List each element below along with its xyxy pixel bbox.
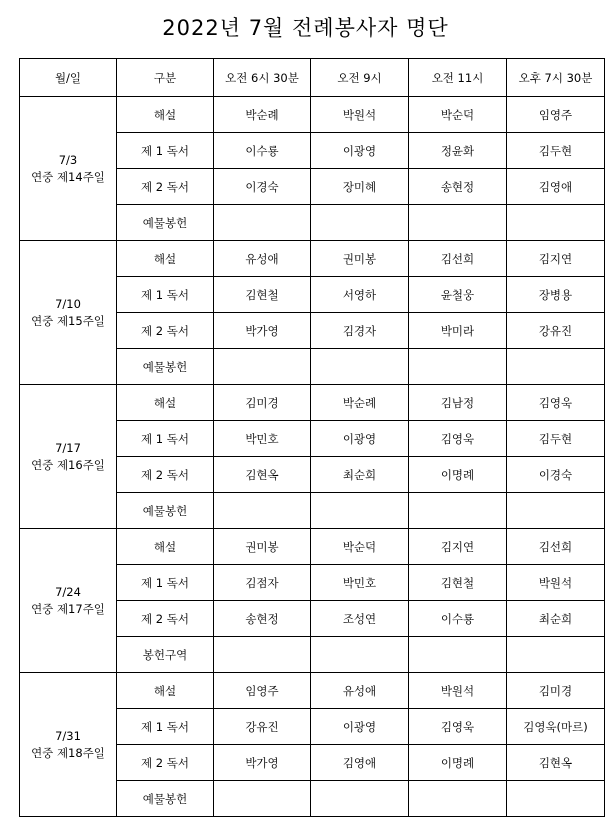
role-cell: 제 2 독서	[117, 457, 214, 493]
volunteer-cell	[214, 637, 311, 673]
volunteer-cell: 권미봉	[214, 529, 311, 565]
volunteer-cell: 김영욱	[409, 421, 507, 457]
volunteer-cell	[507, 205, 605, 241]
volunteer-cell: 박민호	[311, 565, 409, 601]
table-row	[20, 241, 605, 277]
role-cell: 제 2 독서	[117, 745, 214, 781]
week-date: 7/3	[58, 152, 78, 167]
header-mass-4: 오후 7시 30분	[507, 59, 605, 97]
volunteer-cell	[507, 493, 605, 529]
volunteer-cell	[409, 205, 507, 241]
volunteer-cell: 장미혜	[311, 169, 409, 205]
volunteer-cell: 박민호	[214, 421, 311, 457]
volunteer-cell: 김미경	[214, 385, 311, 421]
volunteer-cell	[409, 781, 507, 817]
week-date: 7/17	[55, 440, 81, 455]
volunteer-cell: 이광영	[311, 709, 409, 745]
volunteer-cell: 이경숙	[214, 169, 311, 205]
role-cell: 예물봉헌	[117, 205, 214, 241]
volunteer-cell: 김현철	[409, 565, 507, 601]
volunteer-cell: 김미경	[507, 673, 605, 709]
volunteer-cell: 박가영	[214, 313, 311, 349]
volunteer-cell: 김두현	[507, 133, 605, 169]
volunteer-cell	[311, 205, 409, 241]
volunteer-cell: 이경숙	[507, 457, 605, 493]
role-cell: 제 1 독서	[117, 277, 214, 313]
volunteer-cell: 송현정	[214, 601, 311, 637]
volunteer-cell: 이광영	[311, 421, 409, 457]
volunteer-cell: 김영애	[311, 745, 409, 781]
volunteer-cell: 윤철웅	[409, 277, 507, 313]
volunteer-cell: 이광영	[311, 133, 409, 169]
table-row	[20, 385, 605, 421]
role-cell: 제 2 독서	[117, 169, 214, 205]
volunteer-cell: 김영욱	[507, 385, 605, 421]
role-cell: 봉헌구역	[117, 637, 214, 673]
volunteer-cell: 강유진	[214, 709, 311, 745]
volunteer-cell: 김지연	[409, 529, 507, 565]
role-cell: 해설	[117, 97, 214, 133]
volunteer-cell	[409, 493, 507, 529]
header-mass-1: 오전 6시 30분	[214, 59, 311, 97]
week-sunday: 연중 제15주일	[31, 313, 105, 328]
volunteer-cell: 유성애	[311, 673, 409, 709]
volunteer-cell: 김점자	[214, 565, 311, 601]
volunteer-cell: 장병용	[507, 277, 605, 313]
header-row	[20, 59, 605, 97]
volunteer-cell: 김현옥	[214, 457, 311, 493]
volunteer-cell	[311, 493, 409, 529]
table-row	[20, 673, 605, 709]
role-cell: 예물봉헌	[117, 493, 214, 529]
header-mass-2: 오전 9시	[311, 59, 409, 97]
volunteer-cell: 임영주	[507, 97, 605, 133]
role-cell: 해설	[117, 385, 214, 421]
week-sunday: 연중 제18주일	[31, 745, 105, 760]
volunteer-cell: 최순희	[507, 601, 605, 637]
volunteer-cell: 김경자	[311, 313, 409, 349]
volunteer-cell	[214, 205, 311, 241]
role-cell: 예물봉헌	[117, 781, 214, 817]
volunteer-cell: 이명례	[409, 745, 507, 781]
volunteer-cell: 권미봉	[311, 241, 409, 277]
volunteer-cell	[311, 781, 409, 817]
volunteer-cell: 최순희	[311, 457, 409, 493]
volunteer-cell: 임영주	[214, 673, 311, 709]
volunteer-cell: 박순례	[311, 385, 409, 421]
volunteer-cell: 김현철	[214, 277, 311, 313]
role-cell: 제 2 독서	[117, 601, 214, 637]
week-date: 7/24	[55, 584, 81, 599]
volunteer-cell	[507, 637, 605, 673]
volunteer-cell: 강유진	[507, 313, 605, 349]
role-cell: 해설	[117, 241, 214, 277]
volunteer-cell: 김영욱(마르)	[507, 709, 605, 745]
volunteer-cell	[214, 493, 311, 529]
volunteer-cell: 박원석	[409, 673, 507, 709]
table-row	[20, 529, 605, 565]
volunteer-cell: 김선희	[409, 241, 507, 277]
week-date-cell	[20, 385, 117, 529]
role-cell: 제 1 독서	[117, 709, 214, 745]
week-date-cell	[20, 673, 117, 817]
volunteer-cell: 박원석	[507, 565, 605, 601]
week-sunday: 연중 제16주일	[31, 457, 105, 472]
header-date: 월/일	[20, 59, 117, 97]
volunteer-cell: 이명례	[409, 457, 507, 493]
week-sunday: 연중 제14주일	[31, 169, 105, 184]
volunteer-cell	[507, 781, 605, 817]
volunteer-cell	[409, 637, 507, 673]
roster-body	[20, 97, 605, 817]
role-cell: 해설	[117, 673, 214, 709]
volunteer-cell: 김영애	[507, 169, 605, 205]
week-date-cell	[20, 97, 117, 241]
volunteer-cell: 서영하	[311, 277, 409, 313]
volunteer-cell: 김두현	[507, 421, 605, 457]
volunteer-cell: 이수룡	[214, 133, 311, 169]
volunteer-cell	[214, 781, 311, 817]
volunteer-cell	[507, 349, 605, 385]
volunteer-cell	[214, 349, 311, 385]
volunteer-cell	[311, 349, 409, 385]
volunteer-cell: 박순덕	[311, 529, 409, 565]
volunteer-cell: 박가영	[214, 745, 311, 781]
volunteer-cell: 송현정	[409, 169, 507, 205]
page-title: 2022년 7월 전례봉사자 명단	[162, 16, 449, 40]
role-cell: 제 2 독서	[117, 313, 214, 349]
header-mass-3: 오전 11시	[409, 59, 507, 97]
volunteer-cell: 김지연	[507, 241, 605, 277]
volunteer-cell: 박순덕	[409, 97, 507, 133]
volunteer-cell: 정윤화	[409, 133, 507, 169]
volunteer-cell	[409, 349, 507, 385]
volunteer-cell: 유성애	[214, 241, 311, 277]
week-sunday: 연중 제17주일	[31, 601, 105, 616]
role-cell: 제 1 독서	[117, 421, 214, 457]
volunteer-cell: 이수룡	[409, 601, 507, 637]
volunteer-cell: 박원석	[311, 97, 409, 133]
header-role: 구분	[117, 59, 214, 97]
role-cell: 제 1 독서	[117, 565, 214, 601]
roster-table	[19, 58, 605, 817]
volunteer-cell: 김영욱	[409, 709, 507, 745]
week-date: 7/10	[55, 296, 81, 311]
volunteer-cell: 조성연	[311, 601, 409, 637]
role-cell: 해설	[117, 529, 214, 565]
volunteer-cell: 김선희	[507, 529, 605, 565]
volunteer-cell: 박미라	[409, 313, 507, 349]
volunteer-cell	[311, 637, 409, 673]
week-date-cell	[20, 241, 117, 385]
table-row	[20, 97, 605, 133]
week-date-cell	[20, 529, 117, 673]
volunteer-cell: 박순례	[214, 97, 311, 133]
volunteer-cell: 김남정	[409, 385, 507, 421]
week-date: 7/31	[55, 728, 81, 743]
role-cell: 제 1 독서	[117, 133, 214, 169]
role-cell: 예물봉헌	[117, 349, 214, 385]
volunteer-cell: 김현옥	[507, 745, 605, 781]
